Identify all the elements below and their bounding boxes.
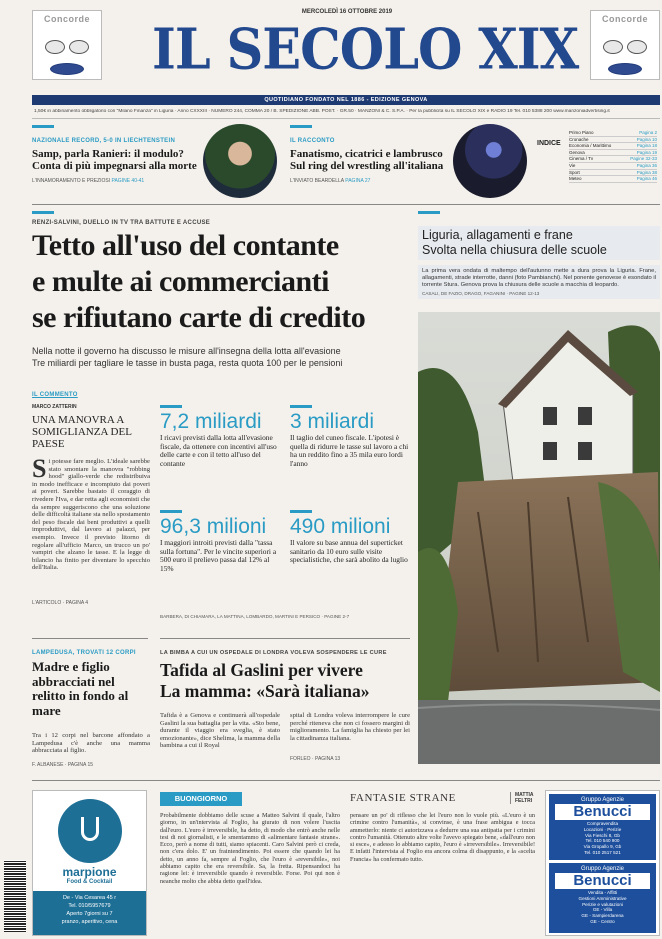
index-page: Pagina 46 [636, 176, 657, 182]
gaslini-text-left: Tafida è a Genova e continuerà all'ospedale Gaslini la sua battaglia per la vita. «Sto bene, durante il viaggio era sveglia, è stato emozionante», dice Shelima, la mamma della bambina a cui il Royal [160, 712, 280, 750]
car-logo-icon [69, 40, 89, 54]
stat-text: I maggiori introiti previsti dalla "tassa sulla fortuna". Per le vincite superiori a 500 euro il prelievo passa dal 12% al 15% [160, 538, 277, 573]
benucci-line: GE - Sampierdarena [581, 913, 624, 919]
fantasie-text: pensare un po' di riflesso che lei l'euro non lo vuole più. «L'euro è un crimine contro l'umanità», si convinse, è una frase ambigua e tocca ammetterlo: niente ci autorizzava a dedurre una sua antipatia per i crimini contro l'umanità. Ottenuto altre volte l'avevo spiegato bene, «dall'euro non si esce», e adesso lo abbiamo capito, l'euro è «irreversibile». Irreversibile! E infatti l'intervista al Foglio era ancora colma di disappunto, e la «scelta Francia» ha confermato tutto. [350, 812, 535, 863]
gaslini-headline-line: Tafida al Gaslini per vivere [160, 660, 363, 680]
comment-column [32, 392, 150, 622]
marpione-sub: Food & Cocktail [66, 879, 113, 885]
accent-line [32, 125, 54, 128]
index-page: Pagina 38 [636, 169, 657, 175]
byline-page: PAGINA 27 [345, 178, 371, 184]
teaser-headline[interactable]: Samp, parla Ranieri: il modulo? Conta di più impegnarsi alla morte [32, 148, 197, 172]
index-row[interactable] [569, 130, 657, 137]
comment-text: i potesse fare meglio. L'ideale sarebbe stato smontare la manovra "robbing hood" giallo-verde che redistribuiva in modo inefficace e incompiuto dai poveri ai poveri. Sarebbe bastato il coraggio di rivedere l'Iva, e dar retta agli economisti che da sempre suggeriscono che una soluzione delle difficoltà italiane sta nello spostamento del peso fiscale dai beni produttivi a quelli improduttivi, dal lavoro ai palazzi, per esempio. Invece il previsto litorno di regolare all'ufficio Marco, un trucco un po' vampiri che alzano le tasse. E la legge di bilancio ha finito per diventare lo specchio dell'Italia. [32, 458, 150, 572]
ad-title: Concorde [43, 14, 90, 24]
fantasie-author [510, 792, 550, 804]
accent-line [290, 405, 312, 408]
stat-text: I ricavi previsti dalla lotta all'evasione fiscale, da ottenere con incentivi all'uso delle carte e con il tetto all'uso del contante [160, 433, 277, 468]
ad-benucci[interactable] [545, 790, 660, 936]
byline-author: L'INVIATO BEARDELLA [290, 178, 344, 184]
lead-subhead [32, 345, 412, 369]
weather-headline[interactable] [418, 226, 660, 260]
index-section: Sport [569, 169, 580, 175]
index-section: Vie [569, 162, 576, 168]
weather-headline-line: Liguria, allagamenti e frane [422, 228, 573, 242]
comment-label: IL COMMENTO [32, 392, 78, 398]
lead-headline[interactable] [32, 228, 412, 336]
index-list [569, 130, 657, 183]
lead-headline-line: Tetto all'uso del contante [32, 229, 339, 262]
accent-line [160, 405, 182, 408]
weather-headline-line: Svolta nella chiusura delle scuole [422, 243, 607, 257]
marpione-line: Aperto 7giorni su 7 [66, 911, 113, 917]
gaslini-text-right: spital di Londra voleva interrompere le cure perché riteneva che non ci fossero margini di miglioramento. La famiglia ha chiesto per lei la cittadinanza italiana. [290, 712, 410, 742]
stat-block [160, 405, 280, 468]
byline-author: L'INNAMORAMENTO E PREZIOSI [32, 178, 111, 184]
ad-title: Concorde [601, 14, 648, 24]
index-section: Primo Piano [569, 130, 594, 135]
gaslini-headline-line: La mamma: «Sarà italiana» [160, 681, 370, 701]
index-section: Cronache [569, 136, 589, 142]
subhead-line: Tre miliardi per tagliare le tasse in busta paga, resta quota 100 per le pensioni [32, 358, 343, 368]
barcode [4, 860, 26, 932]
drop-cap: S [32, 458, 47, 483]
index-row[interactable] [569, 170, 657, 177]
stat-value: 490 milioni [290, 515, 391, 538]
teaser-byline [32, 178, 202, 184]
accent-line [32, 211, 54, 214]
lampedusa-kicker: LAMPEDUSA, TROVATI 12 CORPI [32, 650, 136, 656]
benucci-bottom [549, 863, 656, 933]
ranieri-photo [203, 124, 277, 198]
accent-line [418, 211, 440, 214]
index-section: Cinema / Tv [569, 156, 594, 162]
marpione-line: pranzo, aperitivo, cena [61, 919, 118, 925]
stat-value: 3 miliardi [290, 410, 375, 433]
car-logo-icon [627, 40, 647, 54]
comment-title[interactable]: UNA MANOVRA A SOMIGLIANZA DEL PAESE [32, 414, 132, 450]
stat-block [290, 405, 410, 468]
accent-line [290, 125, 312, 128]
benucci-group: Gruppo Agenzie [580, 866, 625, 872]
stat-block [290, 510, 410, 565]
weather-text: La prima vera ondata di maltempo dell'autunno mette a dura prova la Liguria. Frane, allagamenti, strade interrotte, danni (foto Pambianchi). Nel ponente genovese è esondato il torrente Stura. Genova prova la chiusura delle scuole a macchia di leopardo. [422, 268, 656, 288]
accent-line [160, 510, 182, 513]
gaslini-byline: FORLEO · PAGINA 13 [290, 756, 341, 762]
issue-date: MERCOLEDÌ 16 OTTOBRE 2019 [301, 9, 393, 15]
divider [160, 638, 410, 639]
lampedusa-text: Tra i 12 corpi nel barcone affondato a Lampedusa c'è anche una mamma abbracciata al figlio. [32, 732, 150, 755]
lead-headline-line: se rifiutano carte di credito [32, 301, 366, 334]
lead-headline-line: e multe ai commercianti [32, 265, 330, 298]
car-logo-icon [45, 40, 65, 54]
stat-text: Il taglio del cuneo fiscale. L'ipotesi è quella di ridurre le tasse sul lavoro a chi ha un reddito fino a 35 mila euro lordi l'anno [290, 433, 409, 468]
index-page: Pagina 10 [636, 136, 657, 142]
benucci-line: Compravendita [586, 821, 619, 826]
teaser-headline[interactable]: Fanatismo, cicatrici e lambrusco Sul ring del wrestling all'italiana [290, 148, 444, 172]
benucci-line: Perizie e valutazioni [582, 901, 623, 907]
benucci-line: GE - Villa [592, 907, 613, 913]
divider [32, 204, 660, 205]
index-section: Economia / Marittimo [569, 143, 612, 149]
info-line: 1,50€ in abbinamento obbligatorio con "Milano Finanza" in Liguria · Anno CXXXIII · NUMERO 244, COMMA 20 / B. SPEDIZIONE ABB. POST. · GR.50 · MANZONI & C. S.P.A. · Per la pubblicità su IL SECOLO XIX e RADIO 19 Tel. 010 5388 200 www.manzoniadvertising.it [34, 109, 610, 114]
ad-concorde-right[interactable] [590, 10, 660, 80]
fantasie-title[interactable]: FANTASIE STRANE [350, 792, 457, 804]
index-page: Pagina 36 [636, 162, 657, 168]
car-logo-icon [603, 40, 623, 54]
gaslini-headline[interactable] [160, 660, 412, 702]
lampedusa-headline[interactable]: Madre e figlio abbracciati nel relitto in fondo al mare [32, 659, 129, 718]
marpione-line: De - Via Cesarea 45 r [62, 895, 117, 901]
edition-bar: QUOTIDIANO FONDATO NEL 1886 - EDIZIONE GENOVA [32, 95, 660, 105]
index-row[interactable] [569, 143, 657, 150]
benucci-brand: Benucci [555, 804, 650, 820]
benucci-line: Via Gropallo 9, Gb [583, 844, 622, 850]
benucci-line: Vendita - Affitti [587, 890, 618, 895]
marpione-name: marpione [62, 865, 117, 879]
byline-page: PAGINE 40-41 [111, 178, 145, 184]
index-section: Meteo [569, 176, 582, 182]
landslide-photo [418, 312, 660, 764]
marpione-line: Tel. 010/5957679 [68, 903, 111, 909]
index-page: Pagine 32-33 [630, 156, 657, 162]
stat-value: 96,3 milioni [160, 515, 267, 538]
teaser-kicker: IL RACCONTO [290, 138, 335, 144]
stats-byline: BARBERA, DI CHIAMARA, LA MATTINA, LOMBARDO, MARTINI E PERSICO · PAGINE 2-7 [160, 614, 350, 619]
benucci-line: Locazioni · Perizie [583, 826, 622, 832]
divider [32, 118, 660, 119]
index-page: Pagina 2 [639, 130, 657, 135]
buongiorno-text: Probabilmente dobbiamo delle scuse a Matteo Salvini il quale, l'altro giorno, in un'intervista al Foglio, ha giurato di non volere l'uscita dall'euro. L'euro è irreversibile, ha detto, di modo che entrò anche nelle tesi di noi giornalisti, e le smentammo di «alimentare fantasie strane». Ecco, però a nome di tutti, siamo spiacenti. Caro Salvini però ci creda, non c'era dolo. E' un fraintendimento. Poi essere che quando lei ha detto, un anno fa, sempre al Foglio, che l'euro è «reversibile», noi abbiamo capito che era reversibile. Sa, la fretta. Ripensandoci ha ragione lei: è irreversibile quando è reversibile. Forse. Poi qui non è neanche molto che abbia detto quell'idea. [160, 812, 340, 885]
benucci-brand: Benucci [555, 873, 650, 889]
divider [32, 638, 148, 639]
stat-text: Il valore su base annua del superticket sanitario da 10 euro sulle visite specialistiche, che sarà abolito da luglio [290, 538, 408, 565]
subhead-line: Nella notte il governo ha discusso le misure all'insegna della lotta all'evasione [32, 346, 341, 356]
lampedusa-byline: F. ALBANESE · PAGINA 15 [32, 762, 94, 768]
stat-block [160, 510, 280, 573]
lead-kicker: RENZI-SALVINI, DUELLO IN TV TRA BATTUTE E ACCUSE [32, 220, 211, 226]
masthead[interactable]: IL SECOLO XIX [152, 17, 579, 83]
benucci-line: Tel. 010 2517 521 [584, 849, 621, 855]
gaslini-kicker: LA BIMBA A CUI UN OSPEDALE DI LONDRA VOLEVA SOSPENDERE LE CURE [160, 650, 387, 656]
benucci-line: GE - Centro [590, 918, 615, 924]
index-box [535, 126, 660, 186]
benucci-line: Via Fieschi 8, Gb [585, 832, 620, 838]
divider [32, 780, 660, 781]
teaser-byline [290, 178, 450, 184]
index-section: Genova [569, 149, 585, 155]
ad-concorde-left[interactable] [32, 10, 102, 80]
comment-footer: L'ARTICOLO · PAGINA 4 [32, 600, 89, 606]
weather-summary [418, 265, 660, 299]
fork-icon [81, 817, 99, 841]
index-page: Pagina 19 [636, 149, 657, 155]
index-page: Pagina 18 [636, 143, 657, 149]
ford-logo-icon [50, 63, 84, 75]
index-row[interactable] [569, 137, 657, 144]
benucci-group: Gruppo Agenzie [580, 797, 625, 803]
ford-logo-icon [608, 63, 642, 75]
author-line: MATTIA [515, 792, 534, 798]
teaser-kicker: NAZIONALE RECORD, 5-0 IN LIECHTENSTEIN [32, 138, 176, 144]
ad-marpione[interactable] [32, 790, 147, 936]
comment-body [32, 458, 150, 598]
wrestling-photo [453, 124, 527, 198]
comment-author: MARCO ZATTERIN [32, 404, 77, 410]
index-label: INDICE [537, 140, 561, 147]
index-row[interactable] [569, 176, 657, 183]
buongiorno-label: BUONGIORNO [160, 792, 242, 806]
marpione-info [33, 891, 146, 935]
stat-value: 7,2 miliardi [160, 410, 262, 433]
index-row[interactable] [569, 156, 657, 163]
index-row[interactable] [569, 150, 657, 157]
weather-byline: CASALI, DE FAZIO, DRAGO, FAGANINI · PAGINE 12-13 [422, 291, 540, 296]
benucci-line: Tel. 010 540 900 [585, 838, 620, 844]
author-line: FELTRI [515, 798, 533, 804]
benucci-line: Gestioni Amministrative [578, 895, 627, 901]
index-row[interactable] [569, 163, 657, 170]
accent-line [290, 510, 312, 513]
benucci-top [549, 794, 656, 860]
